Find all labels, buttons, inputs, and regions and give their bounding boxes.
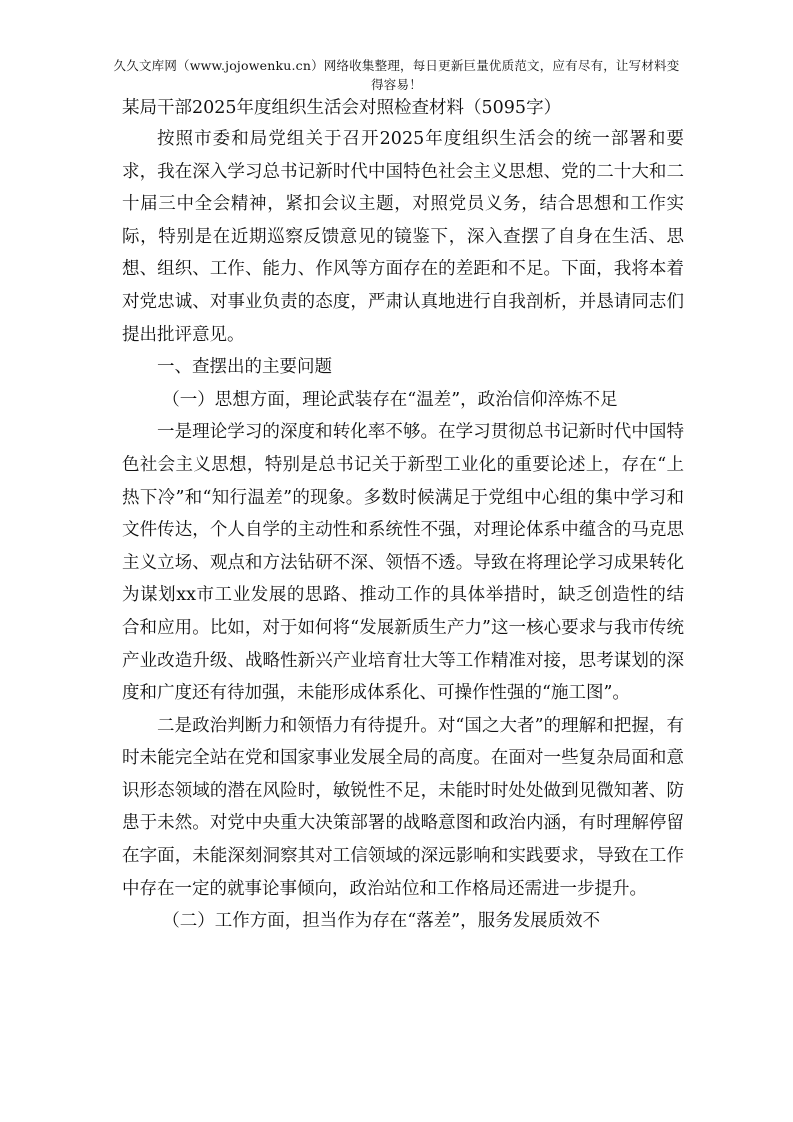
section-heading: 一、查摆出的主要问题	[157, 357, 332, 378]
subsection-heading: （一）思想方面，理论武装存在“温差”，政治信仰淬炼不足	[162, 389, 618, 410]
document-title: 某局干部2025年度组织生活会对照检查材料（5095字）	[122, 98, 562, 118]
body-paragraph: 一是理论学习的深度和转化率不够。在学习贯彻总书记新时代中国特色社会主义思想，特别是总书记关于新型工业化的重要论述上，存在“上热下冷”和“知行温差”的现象。多数时候满足于党组中心组的集中学习和文件传达，个人自学的主动性和系统性不强，对理论体系中蕴含的马克思主义立场、观点和方法钻研不深、领悟不透。导致在将理论学习成果转化为谋划xx市工业发展的思路、推动工作的具体举措时，缺乏创造性的结合和应用。比如，对于如何将“发展新质生产力”这一核心要求与我市传统产业改造升级、战略性新兴产业培育壮大等工作精准对接，思考谋划的深度和广度还有待加强，未能形成体系化、可操作性强的“施工图”。	[122, 422, 684, 704]
source-header-note: 久久文库网（www.jojowenku.cn）网络收集整理，每日更新巨量优质范文，应有尽有，让写材料变得容易！	[113, 58, 680, 92]
subsection-heading: （二）工作方面，担当作为存在“落差”，服务发展质效不	[162, 911, 601, 932]
document-body	[122, 123, 684, 938]
intro-paragraph: 按照市委和局党组关于召开2025年度组织生活会的统一部署和要求，我在深入学习总书记新时代中国特色社会主义思想、党的二十大和二十届三中全会精神，紧扣会议主题，对照党员义务，结合思想和工作实际，特别是在近期巡察反馈意见的镜鉴下，深入查摆了自身在生活、思想、组织、工作、能力、作风等方面存在的差距和不足。下面，我将本着对党忠诚、对事业负责的态度，严肃认真地进行自我剖析，并恳请同志们提出批评意见。	[122, 129, 684, 345]
body-paragraph: 二是政治判断力和领悟力有待提升。对“国之大者”的理解和把握，有时未能完全站在党和国家事业发展全局的高度。在面对一些复杂局面和意识形态领域的潜在风险时，敏锐性不足，未能时时处处做到见微知著、防患于未然。对党中央重大决策部署的战略意图和政治内涵，有时理解停留在字面，未能深刻洞察其对工信领域的深远影响和实践要求，导致在工作中存在一定的就事论事倾向，政治站位和工作格局还需进一步提升。	[122, 715, 684, 899]
